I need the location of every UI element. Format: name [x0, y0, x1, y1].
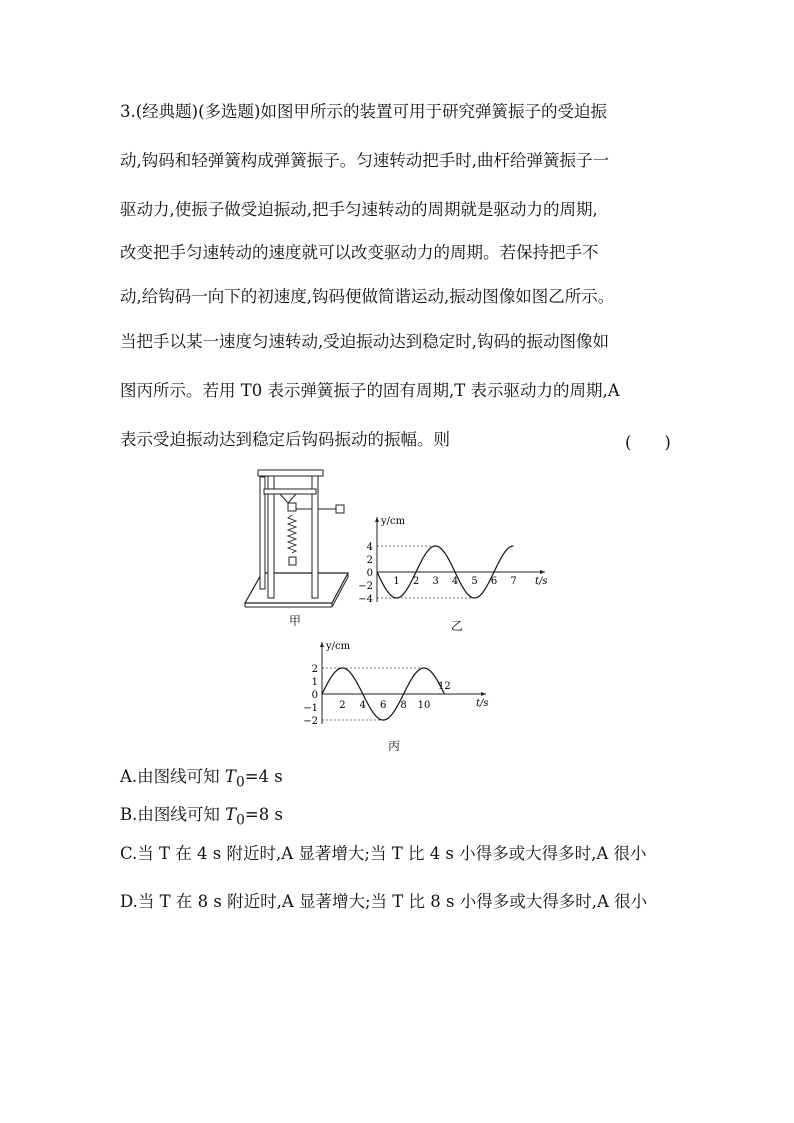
option-b [120, 804, 283, 831]
y-axis-label: y/cm [326, 641, 351, 652]
option-a-symbol: T [224, 767, 236, 786]
figure-bing-chart [300, 640, 500, 740]
x-tick-label: 6 [490, 576, 498, 587]
x-axis-arrow [481, 692, 486, 696]
question-line-5: 动,给钩码一向下的初速度,钩码便做简谐运动,振动图像如图乙所示。 [120, 287, 615, 306]
x-tick-label: 10 [417, 700, 431, 711]
option-a-letter: A. [120, 767, 138, 786]
x-tick-label: 7 [510, 576, 517, 587]
y-tick-label: 2 [366, 555, 373, 566]
option-b-value: =8 s [244, 805, 283, 824]
option-d-text: 当 T 在 8 s 附近时,A 显著增大;当 T 比 8 s 小得多或大得多时,A 很小 [137, 892, 648, 911]
figure-yi-chart [355, 515, 555, 615]
x-tick-label: 2 [339, 700, 346, 711]
y-tick-label: −1 [303, 703, 318, 714]
x-tick-label: 12 [438, 681, 451, 692]
y-axis-arrow [375, 517, 379, 522]
option-a-value: =4 s [244, 767, 283, 786]
y-tick-label: 4 [366, 542, 373, 553]
question-line-7: 图丙所示。若用 T0 表示弹簧振子的固有周期,T 表示驱动力的周期,A [120, 381, 620, 400]
x-tick-label: 1 [393, 576, 400, 587]
option-d-letter: D. [120, 892, 138, 911]
y-tick-label: −4 [358, 594, 373, 605]
option-b-text: 由图线可知 [137, 805, 226, 824]
option-a-subscript: 0 [235, 774, 245, 791]
x-tick-label: 6 [380, 700, 387, 711]
x-axis-label: t/s [535, 576, 548, 587]
x-tick-label: 4 [359, 700, 366, 711]
question-line-4: 改变把手匀速转动的速度就可以改变驱动力的周期。若保持把手不 [120, 243, 599, 262]
x-axis-label: t/s [476, 698, 489, 709]
answer-parentheses: ( ) [625, 433, 671, 452]
x-tick-label: 3 [432, 576, 439, 587]
y-tick-label: 1 [311, 677, 318, 688]
question-line-3: 驱动力,使振子做受迫振动,把手匀速转动的周期就是驱动力的周期, [120, 200, 598, 219]
question-line-6: 当把手以某一速度匀速转动,受迫振动达到稳定时,钩码的振动图像如 [120, 332, 609, 351]
y-axis-arrow [320, 642, 324, 647]
x-tick-label: 4 [451, 576, 459, 587]
option-b-subscript: 0 [236, 812, 245, 829]
x-axis-arrow [540, 570, 545, 574]
question-line-1: 3.(经典题)(多选题)如图甲所示的装置可用于研究弹簧振子的受迫振 [120, 102, 607, 121]
option-c-letter: C. [120, 844, 138, 863]
option-a-text: 由图线可知 [137, 767, 225, 786]
x-tick-label: 5 [471, 576, 478, 587]
option-a [120, 766, 283, 793]
y-tick-label: 0 [311, 690, 318, 701]
option-c-text: 当 T 在 4 s 附近时,A 显著增大;当 T 比 4 s 小得多或大得多时,A 很小 [137, 844, 647, 863]
option-b-symbol: T [225, 805, 237, 824]
option-b-letter: B. [120, 805, 138, 824]
figure-jia-label: 甲 [289, 614, 302, 628]
option-c [120, 843, 647, 865]
y-axis-label: y/cm [381, 516, 406, 527]
figure-jia-apparatus [240, 465, 355, 610]
y-tick-label: −2 [358, 581, 373, 592]
y-tick-label: −2 [303, 716, 318, 727]
y-tick-label: 2 [311, 664, 318, 675]
figure-yi-label: 乙 [451, 619, 464, 633]
option-d [120, 891, 647, 913]
question-line-8: 表示受迫振动达到稳定后钩码振动的振幅。则 [120, 430, 450, 449]
question-line-2: 动,钩码和轻弹簧构成弹簧振子。匀速转动把手时,曲杆给弹簧振子一 [120, 151, 609, 170]
figure-bing-label: 丙 [388, 739, 401, 753]
x-tick-label: 2 [412, 576, 420, 587]
y-tick-label: 0 [366, 568, 373, 579]
x-tick-label: 8 [400, 700, 407, 711]
